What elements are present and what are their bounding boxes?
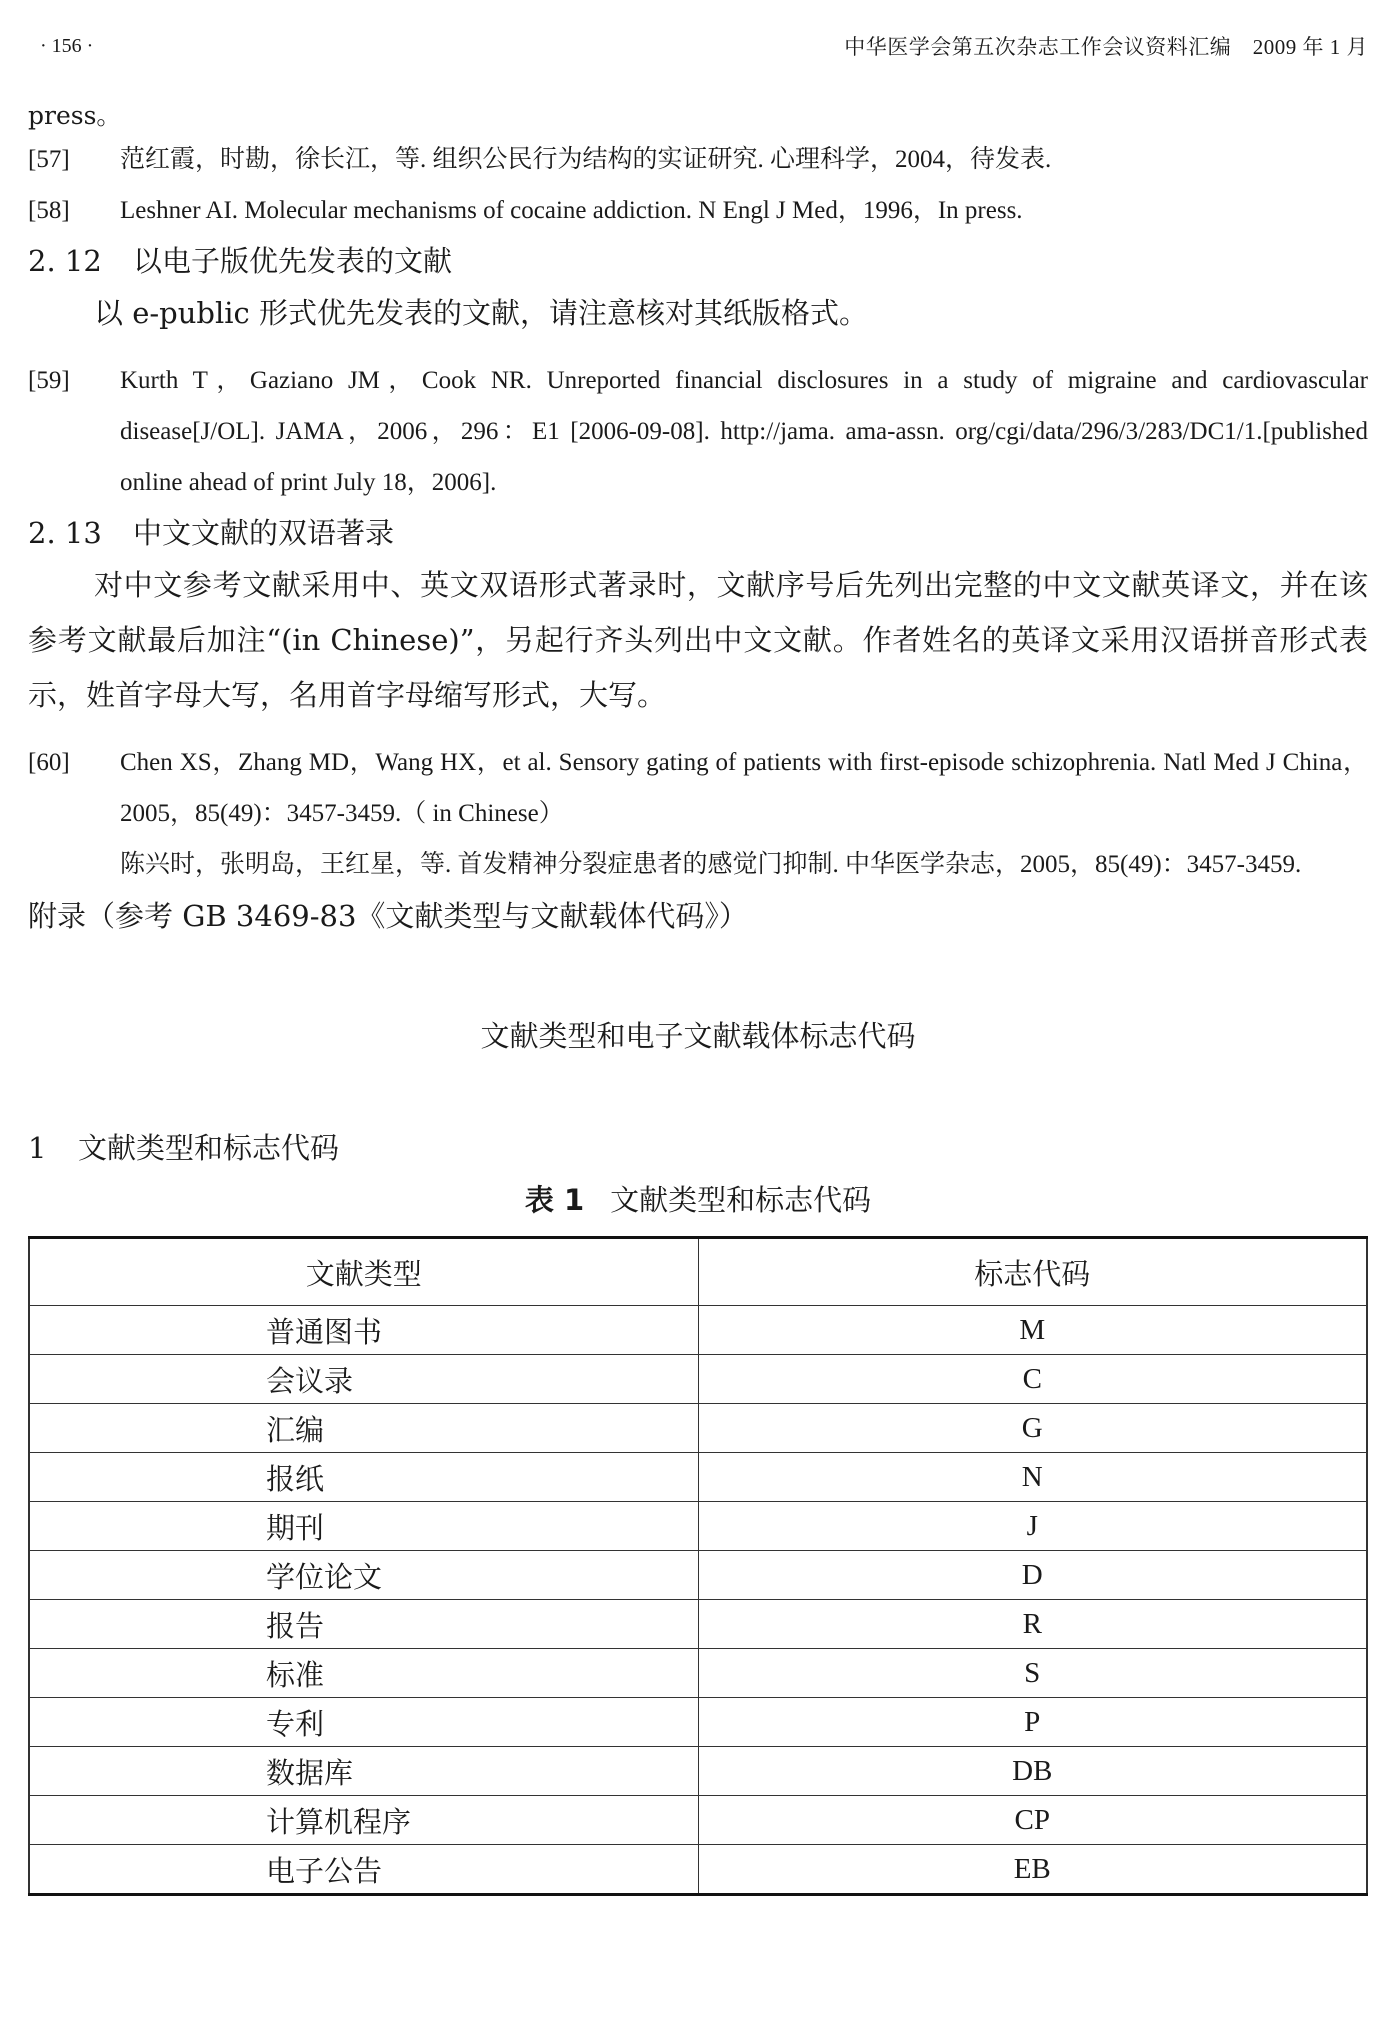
reference-60 bbox=[28, 737, 1368, 890]
code-cell: S bbox=[698, 1649, 1367, 1698]
table-label: 表 1 bbox=[524, 1183, 585, 1217]
code-cell: G bbox=[698, 1404, 1367, 1453]
table-row bbox=[29, 1747, 1367, 1796]
subsection-number: 1 bbox=[28, 1131, 47, 1165]
table-row bbox=[29, 1355, 1367, 1404]
reference-number: [60] bbox=[28, 749, 70, 776]
reference-text-chinese: 陈兴时，张明岛，王红星，等. 首发精神分裂症患者的感觉门抑制. 中华医学杂志，2005，85(49)：3457-3459. bbox=[120, 851, 1302, 878]
table-row bbox=[29, 1649, 1367, 1698]
section-paragraph: 以 e-public 形式优先发表的文献，请注意核对其纸版格式。 bbox=[94, 296, 868, 330]
document-type-cell: 专利 bbox=[29, 1698, 698, 1747]
section-number: 2. 12 bbox=[28, 244, 102, 278]
code-cell: N bbox=[698, 1453, 1367, 1502]
reference-body bbox=[120, 737, 1368, 890]
document-type-cell: 数据库 bbox=[29, 1747, 698, 1796]
section-title: 以电子版优先发表的文献 bbox=[133, 244, 453, 278]
document-type-cell: 标准 bbox=[29, 1649, 698, 1698]
document-type-cell: 报纸 bbox=[29, 1453, 698, 1502]
reference-text: Leshner AI. Molecular mechanisms of cocaine addiction. N Engl J Med，1996，In press. bbox=[120, 197, 1023, 224]
table-row bbox=[29, 1306, 1367, 1355]
reference-number: [58] bbox=[28, 197, 70, 224]
document-type-code-table bbox=[28, 1236, 1368, 1896]
code-cell: M bbox=[698, 1306, 1367, 1355]
column-header-code: 标志代码 bbox=[698, 1238, 1367, 1306]
table-row bbox=[29, 1698, 1367, 1747]
document-type-cell: 电子公告 bbox=[29, 1845, 698, 1895]
page-content bbox=[28, 98, 1368, 1896]
subsection-title: 文献类型和标志代码 bbox=[78, 1131, 340, 1165]
running-title: 中华医学会第五次杂志工作会议资料汇编 2009 年 1 月 bbox=[844, 35, 1368, 59]
section-paragraph: 对中文参考文献采用中、英文双语形式著录时，文献序号后先列出完整的中文文献英译文，并在该参考文献最后加注“(in Chinese)”，另起行齐头列出中文文献。作者姓名的英译文采用汉语拼音形式表示，姓首字母大写，名用首字母缩写形式，大写。 bbox=[28, 568, 1368, 712]
code-cell: R bbox=[698, 1600, 1367, 1649]
document-type-cell: 期刊 bbox=[29, 1502, 698, 1551]
code-cell: J bbox=[698, 1502, 1367, 1551]
section-heading-2-13 bbox=[28, 508, 1368, 558]
table-row bbox=[29, 1404, 1367, 1453]
table-title: 文献类型和标志代码 bbox=[610, 1183, 872, 1217]
reference-58 bbox=[28, 185, 1368, 236]
reference-number: [57] bbox=[28, 146, 70, 173]
document-type-cell: 报告 bbox=[29, 1600, 698, 1649]
code-cell: EB bbox=[698, 1845, 1367, 1895]
page-number: · 156 · bbox=[40, 34, 94, 57]
section-heading-2-12 bbox=[28, 236, 1368, 286]
code-cell: P bbox=[698, 1698, 1367, 1747]
subsection-heading bbox=[28, 1126, 1368, 1170]
code-cell: D bbox=[698, 1551, 1367, 1600]
document-type-cell: 会议录 bbox=[29, 1355, 698, 1404]
section-number: 2. 13 bbox=[28, 516, 102, 550]
appendix-line: 附录（参考 GB 3469-83《文献类型与文献载体代码》） bbox=[28, 899, 748, 933]
document-type-cell: 汇编 bbox=[29, 1404, 698, 1453]
reference-57 bbox=[28, 134, 1368, 185]
reference-text-english: Chen XS，Zhang MD，Wang HX，et al. Sensory gating of patients with first-episode schizophrenia. Natl Med J China，2005，85(49)：3457-3459.（ in Chinese） bbox=[120, 749, 1368, 827]
table-row bbox=[29, 1453, 1367, 1502]
document-type-cell: 学位论文 bbox=[29, 1551, 698, 1600]
table-row bbox=[29, 1845, 1367, 1895]
reference-text: Kurth T，Gaziano JM，Cook NR. Unreported financial disclosures in a study of migraine and cardiovascular disease[J/OL]. JAMA，2006，296：E1 [2006-09-08]. http://jama. ama-assn. org/cgi/data/296/3/283/DC1/1.[published online ahead of print July 18，2006]. bbox=[120, 367, 1368, 496]
table-row bbox=[29, 1551, 1367, 1600]
code-cell: C bbox=[698, 1355, 1367, 1404]
reference-text: 范红霞，时勘，徐长江，等. 组织公民行为结构的实证研究. 心理科学，2004，待发表. bbox=[120, 146, 1052, 173]
table-caption bbox=[28, 1178, 1368, 1222]
table-row bbox=[29, 1502, 1367, 1551]
table-row bbox=[29, 1796, 1367, 1845]
document-type-cell: 普通图书 bbox=[29, 1306, 698, 1355]
continued-text: press。 bbox=[28, 101, 122, 130]
table-header-row bbox=[29, 1238, 1367, 1306]
document-type-cell: 计算机程序 bbox=[29, 1796, 698, 1845]
table-row bbox=[29, 1600, 1367, 1649]
section-title: 中文文献的双语著录 bbox=[133, 516, 395, 550]
column-header-type: 文献类型 bbox=[29, 1238, 698, 1306]
code-cell: CP bbox=[698, 1796, 1367, 1845]
appendix-title: 文献类型和电子文献载体标志代码 bbox=[480, 1019, 916, 1053]
code-cell: DB bbox=[698, 1747, 1367, 1796]
reference-number: [59] bbox=[28, 367, 70, 394]
page-header bbox=[40, 30, 1368, 62]
reference-59 bbox=[28, 355, 1368, 508]
